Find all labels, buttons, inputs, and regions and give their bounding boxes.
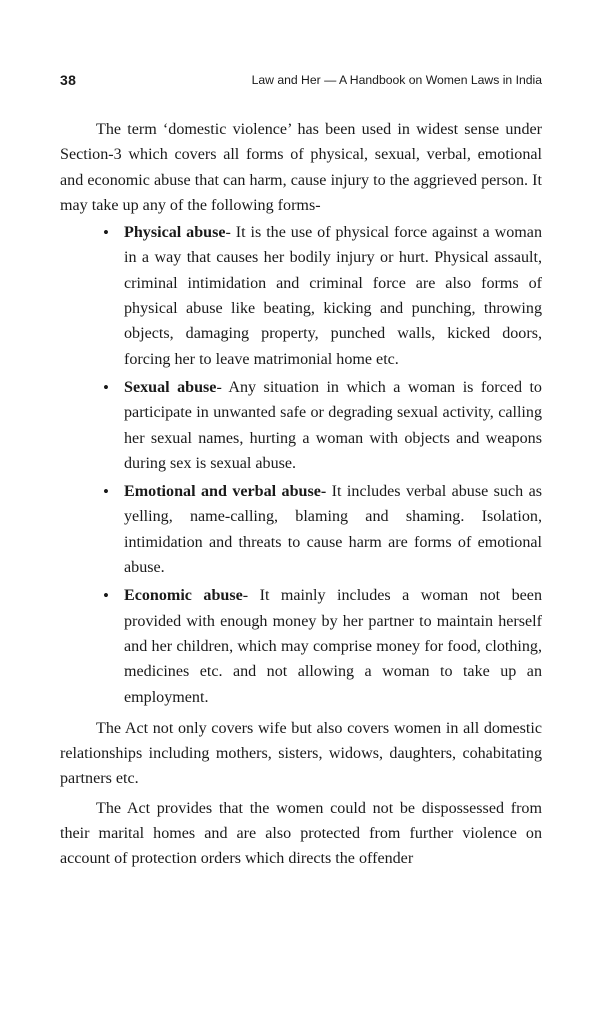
desc-emotional-verbal-abuse: It includes verbal abuse such as yelling, name-calling, blaming and shaming. Isolation, intimidation and threats to cause harm are forms of emotional abuse.: [124, 483, 542, 577]
term-physical-abuse: Physical abuse: [124, 224, 226, 242]
intro-paragraph: The term ‘domestic violence’ has been used in widest sense under Section-3 which covers all forms of physical, sexual, verbal, emotional and economic abuse that can harm, cause injury to the aggrieved person. It may take up any of the following forms-: [60, 121, 542, 214]
term-sexual-abuse: Sexual abuse: [124, 378, 217, 396]
page-header: [60, 72, 542, 92]
page-number: 38: [60, 72, 77, 88]
list-item-physical-abuse: [100, 220, 542, 372]
forms-list: [60, 220, 542, 710]
desc-sexual-abuse: - Any situation in which a woman is forced to participate in unwanted safe or degrading sexual activity, calling her sexual names, hurting a woman with objects and weapons during sex is sexual abuse.: [124, 378, 542, 472]
list-item-sexual-abuse: [100, 375, 542, 476]
desc-economic-abuse: - It mainly includes a woman not been provided with enough money by her partner to maintain herself and her children, which may comprise money for food, clothing, medicines etc. and not allowing a woman to take up an employment.: [124, 587, 542, 706]
page-body: [60, 117, 542, 872]
list-item-emotional-verbal-abuse: [100, 479, 542, 580]
desc-physical-abuse: - It is the use of physical force against a woman in a way that causes her bodily injury or hurt. Physical assault, criminal intimidation and criminal force are also forms of physical abuse like beating, kicking and punching, throwing objects, damaging property, punched walls, kicked doors, forcing her to leave matrimonial home etc.: [124, 224, 542, 368]
protection-paragraph: The Act provides that the women could not be dispossessed from their marital homes and are also protected from further violence on account of protection orders which directs the offender: [60, 799, 542, 868]
running-title: Law and Her — A Handbook on Women Laws in India: [251, 73, 542, 87]
relationships-paragraph: The Act not only covers wife but also covers women in all domestic relationships including mothers, sisters, widows, daughters, cohabitating partners etc.: [60, 719, 542, 788]
term-economic-abuse: Economic abuse: [124, 587, 243, 605]
list-item-economic-abuse: [100, 583, 542, 709]
term-emotional-verbal-abuse: Emotional and verbal abuse-: [124, 483, 327, 501]
